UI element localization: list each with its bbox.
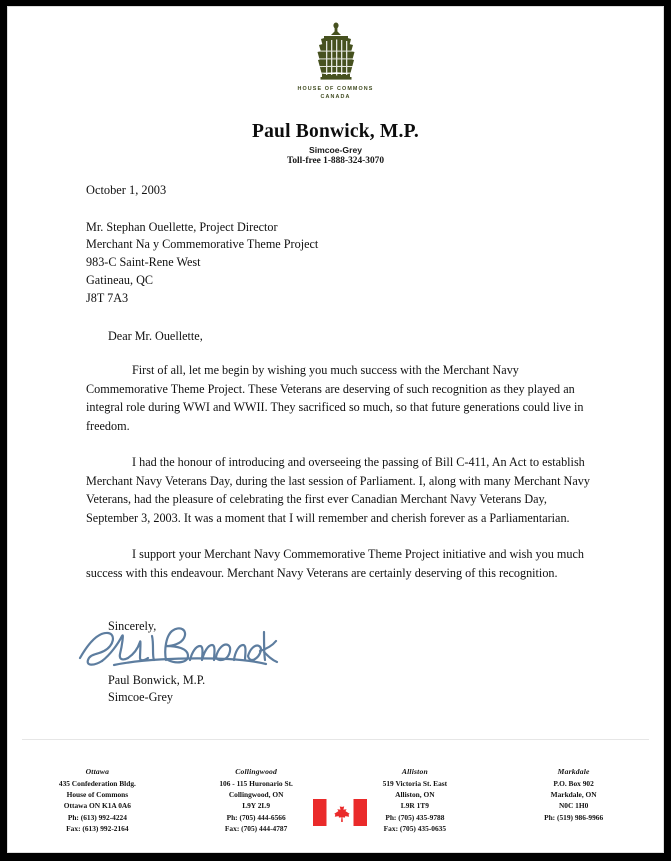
signer-block <box>108 672 601 706</box>
letter-body <box>8 183 663 706</box>
office-fax: Fax: (705) 435-0635 <box>383 823 447 833</box>
recipient-line: Mr. Stephan Ouellette, Project Director <box>86 219 278 234</box>
recipient-line: Merchant Na y Commemorative Theme Project <box>86 237 319 252</box>
house-of-commons-crest-icon <box>308 21 364 83</box>
recipient-line: 983-C Saint-Rene West <box>86 255 201 270</box>
office-line: L9R 1T9 <box>400 801 429 811</box>
office-city: Markdale <box>557 767 590 777</box>
mp-toll-free-number: Toll-free 1-888-324-3070 <box>286 155 385 166</box>
office-phone: Ph: (519) 986-9966 <box>544 812 604 822</box>
footer-offices <box>18 766 653 834</box>
salutation: Dear Mr. Ouellette, <box>108 328 203 343</box>
office-phone: Ph: (705) 435-9788 <box>385 812 445 822</box>
office-phone: Ph: (613) 992-4224 <box>67 812 127 822</box>
footer-divider <box>22 739 649 740</box>
office-city: Collingwood <box>235 767 278 777</box>
recipient-line: Gatineau, QC <box>86 273 154 288</box>
recipient-line: J8T 7A3 <box>86 290 129 305</box>
office-line: Markdale, ON <box>550 790 597 799</box>
letterhead <box>8 7 663 166</box>
office-line: L9Y 2L9 <box>242 801 271 811</box>
office-column <box>18 766 177 834</box>
crest-caption <box>8 86 663 102</box>
office-fax: Fax: (705) 444-4787 <box>224 823 288 833</box>
office-line: 435 Confederation Bldg. <box>58 778 136 788</box>
letter-date: October 1, 2003 <box>86 182 167 197</box>
crest-caption-line2: CANADA <box>320 93 351 100</box>
letter-paragraph: I had the honour of introducing and overseeing the passing of Bill C-411, An Act to establish Merchant Navy Veterans Day, during the last session of Parliament. I, along with many Merchant Navy Veterans, had the pleasure of celebrating the first ever Canadian Merchant Navy Veterans Day, September 3, 2003. It was a moment that I will remember and cherish forever as a Parliamentarian. <box>86 454 590 526</box>
office-column <box>177 766 336 834</box>
office-line: 519 Victoria St. East <box>382 778 448 788</box>
recipient-address-block <box>86 219 601 308</box>
office-line: 106 - 115 Huronario St. <box>219 778 293 788</box>
office-column <box>336 766 495 834</box>
office-fax: Fax: (613) 992-2164 <box>66 823 129 833</box>
signer-riding: Simcoe-Grey <box>108 689 173 704</box>
office-line: N0C 1H0 <box>558 801 589 811</box>
mp-riding: Simcoe-Grey <box>308 144 363 155</box>
signature-block <box>108 619 601 706</box>
office-line: Collingwood, ON <box>228 790 284 799</box>
office-phone: Ph: (705) 444-6566 <box>226 812 286 822</box>
office-line: P.O. Box 902 <box>553 778 594 788</box>
letter-page <box>7 6 664 853</box>
closing-salutation: Sincerely, <box>108 618 157 633</box>
letter-paragraph: I support your Merchant Navy Commemorative Theme Project initiative and wish you much success with this endeavour. Merchant Navy Veterans are certainly deserving of this recognition. <box>86 546 584 580</box>
crest-caption-line1: HOUSE OF COMMONS <box>297 86 374 92</box>
mp-name: Paul Bonwick, M.P. <box>251 120 420 142</box>
signer-name: Paul Bonwick, M.P. <box>108 672 206 687</box>
office-line: House of Commons <box>66 790 129 799</box>
letter-paragraph: First of all, let me begin by wishing you much success with the Merchant Navy Commemorative Theme Project. These Veterans are deserving of such recognition as they played an integral role during WWI and WWII. They sacrificed so much, so that future generations could live in freedom. <box>86 362 584 434</box>
office-line: Alliston, ON <box>395 790 435 799</box>
office-city: Alliston <box>401 767 428 777</box>
office-column <box>494 766 653 823</box>
office-line: Ottawa ON K1A 0A6 <box>63 801 131 811</box>
office-city: Ottawa <box>85 767 110 777</box>
